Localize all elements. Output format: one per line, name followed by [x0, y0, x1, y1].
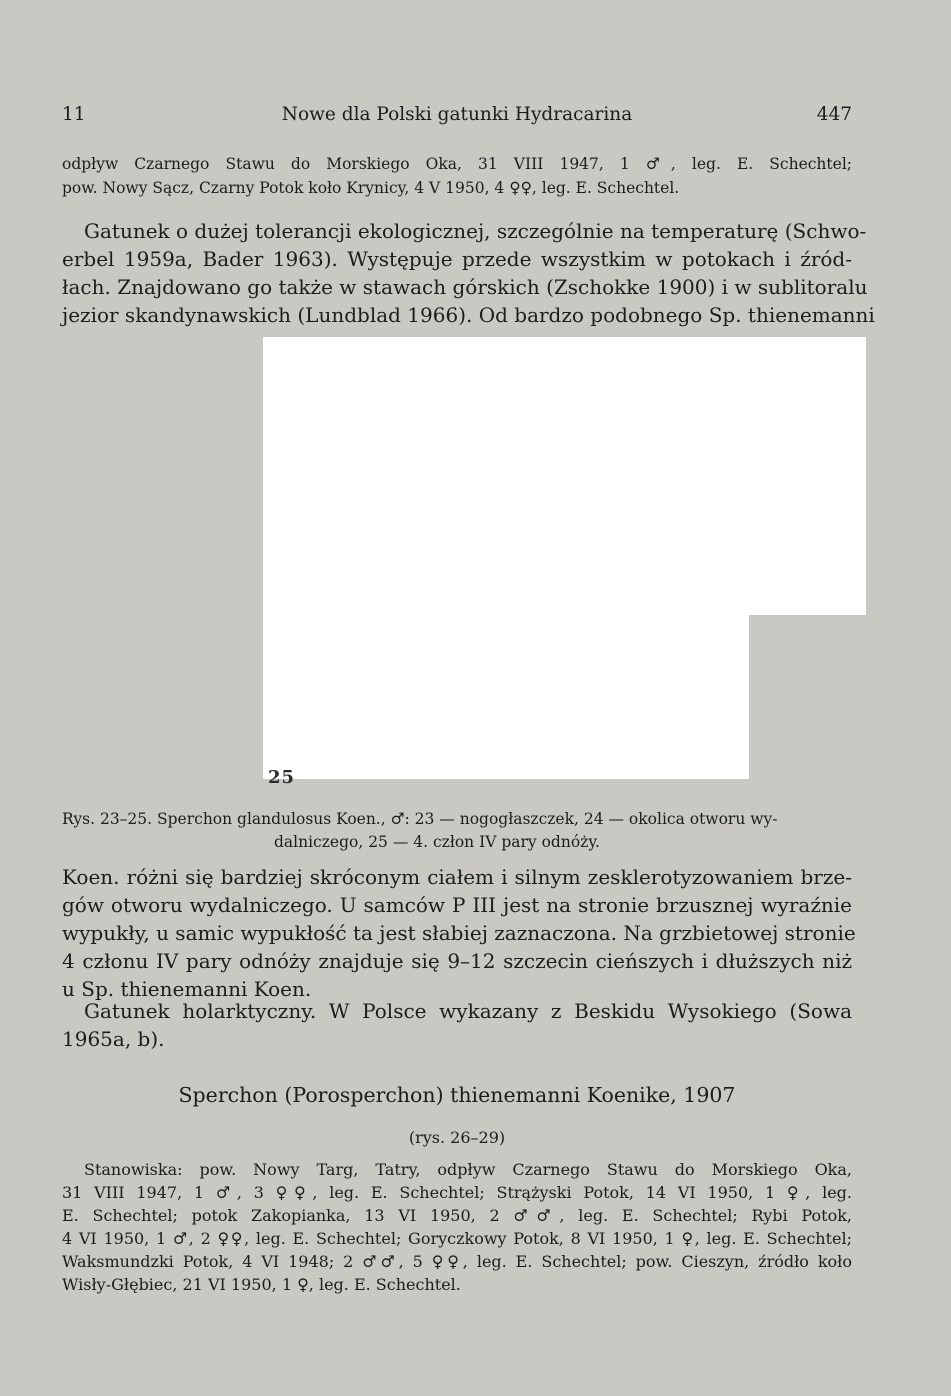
stations-line: E. Schechtel; potok Zakopianka, 13 VI 1950, 2 ♂♂, leg. E. Schechtel; Rybi Potok, — [62, 1206, 852, 1225]
page-header — [62, 104, 852, 130]
page-number-right: 447 — [816, 104, 852, 125]
paragraph-line: Gatunek o dużej tolerancji ekologicznej, szczególnie na temperaturę (Schwo- — [84, 219, 867, 243]
paragraph-line: 4 członu IV pary odnóży znajduje się 9–12 szczecin cieńszych i dłuższych niż — [62, 949, 852, 973]
paragraph-line: jezior skandynawskich (Lundblad 1966). Od bardzo podobnego Sp. thienemanni — [62, 303, 875, 327]
paragraph-distribution — [62, 997, 852, 1053]
figure-caption — [62, 808, 852, 854]
stations-list — [62, 1158, 852, 1296]
stations-line: Stanowiska: pow. Nowy Targ, Tatry, odpływ Czarnego Stawu do Morskiego Oka, — [84, 1160, 852, 1179]
paragraph-differences — [62, 863, 856, 1003]
paragraph-line: Gatunek holarktyczny. W Polsce wykazany z Beskidu Wysokiego (Sowa — [84, 999, 852, 1023]
caption-line: dalniczego, 25 — 4. człon IV pary odnóży. — [274, 833, 600, 851]
paragraph-line: 1965a, b). — [62, 1027, 165, 1051]
paragraph-line: Koen. różni się bardziej skróconym ciałem i silnym zesklerotyzowaniem brze- — [62, 865, 852, 889]
paragraph-line: gów otworu wydalniczego. U samców P III jest na stronie brzusznej wyraźnie — [62, 893, 852, 917]
stations-line: Waksmundzki Potok, 4 VI 1948; 2 ♂♂, 5 ♀♀, leg. E. Schechtel; pow. Cieszyn, źródło koło — [62, 1252, 852, 1271]
figure-area-lower — [263, 615, 749, 779]
paragraph-ecology — [62, 217, 875, 329]
caption-line: Rys. 23–25. Sperchon glandulosus Koen., ♂: 23 — nogogłaszczek, 24 — okolica otworu wy- — [62, 810, 778, 828]
figure-reference: (rys. 26–29) — [408, 1128, 506, 1147]
stations-line: Wisły-Głębiec, 21 VI 1950, 1 ♀, leg. E. Schechtel. — [62, 1275, 461, 1294]
figure-area — [263, 337, 866, 615]
running-title: Nowe dla Polski gatunki Hydracarina — [281, 104, 633, 125]
intro-records — [62, 152, 852, 200]
paragraph-line: wypukły, u samic wypukłość ta jest słabiej zaznaczona. Na grzbietowej stronie — [62, 921, 856, 945]
paragraph-line: łach. Znajdowano go także w stawach górskich (Zschokke 1900) i w sublitoralu — [62, 275, 868, 299]
paragraph-line: u Sp. thienemanni Koen. — [62, 977, 312, 1001]
intro-line: pow. Nowy Sącz, Czarny Potok koło Krynicy, 4 V 1950, 4 ♀♀, leg. E. Schechtel. — [62, 179, 680, 197]
stations-line: 4 VI 1950, 1 ♂, 2 ♀♀, leg. E. Schechtel; Goryczkowy Potok, 8 VI 1950, 1 ♀, leg. E. Schechtel; — [62, 1229, 852, 1248]
page-number-left: 11 — [62, 104, 86, 125]
intro-line: odpływ Czarnego Stawu do Morskiego Oka, 31 VIII 1947, 1 ♂, leg. E. Schechtel; — [62, 155, 852, 173]
stations-line: 31 VIII 1947, 1 ♂, 3 ♀♀, leg. E. Schechtel; Strążyski Potok, 14 VI 1950, 1 ♀, leg. — [62, 1183, 852, 1202]
species-heading: Sperchon (Porosperchon) thienemanni Koenike, 1907 — [178, 1083, 736, 1107]
figure-number-label: 25 — [268, 767, 296, 788]
paragraph-line: erbel 1959a, Bader 1963). Występuje przede wszystkim w potokach i źród- — [62, 247, 852, 271]
